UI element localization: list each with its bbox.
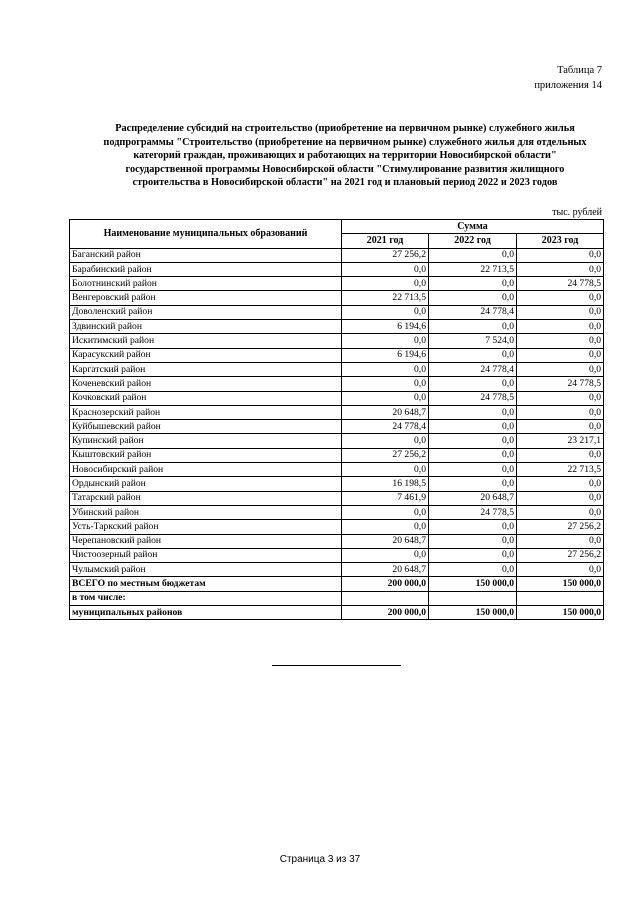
value-2023-cell: 0,0 <box>517 534 604 548</box>
value-2021-cell: 0,0 <box>342 463 429 477</box>
value-2023-cell: 0,0 <box>517 291 604 305</box>
title-line: подпрограммы "Строительство (приобретение на первичном рынке) служебного жилья для отдельных <box>103 136 587 148</box>
units-label: тыс. рублей <box>552 207 602 218</box>
value-2022-cell: 0,0 <box>429 434 517 448</box>
page-number: Страница 3 из 37 <box>279 854 361 865</box>
table-row <box>70 405 604 419</box>
sum-column-header: Сумма <box>342 220 604 234</box>
value-2022-cell: 22 713,5 <box>429 262 517 276</box>
district-name-cell: Чулымский район <box>70 563 342 577</box>
value-2021-cell: 6 194,6 <box>342 320 429 334</box>
value-2021-cell: 0,0 <box>342 520 429 534</box>
value-2022-cell: 0,0 <box>429 477 517 491</box>
district-name-cell: Купинский район <box>70 434 342 448</box>
empty-cell <box>429 591 517 605</box>
value-2023-cell: 22 713,5 <box>517 463 604 477</box>
year-header-2023: 2023 год <box>517 234 604 248</box>
district-name-cell: Усть-Таркский район <box>70 520 342 534</box>
value-2022-cell: 7 524,0 <box>429 334 517 348</box>
value-2023-cell: 24 778,5 <box>517 377 604 391</box>
value-2022-cell: 24 778,5 <box>429 391 517 405</box>
table-row <box>70 362 604 376</box>
value-2021-cell: 0,0 <box>342 362 429 376</box>
value-2021-cell: 20 648,7 <box>342 405 429 419</box>
district-name-cell: Здвинский район <box>70 320 342 334</box>
value-2023-cell: 0,0 <box>517 362 604 376</box>
value-2023-cell: 0,0 <box>517 477 604 491</box>
table-row <box>70 348 604 362</box>
title-line: строительства в Новосибирской области" на 2021 год и плановый период 2022 и 2023 годов <box>132 177 558 189</box>
district-name-cell: Краснозерский район <box>70 405 342 419</box>
table-row <box>70 291 604 305</box>
value-2022-cell: 150 000,0 <box>429 577 517 591</box>
value-2023-cell: 0,0 <box>517 505 604 519</box>
value-2021-cell: 0,0 <box>342 377 429 391</box>
district-name-cell: Коченевский район <box>70 377 342 391</box>
value-2023-cell: 0,0 <box>517 405 604 419</box>
table-row <box>70 606 604 620</box>
value-2021-cell: 0,0 <box>342 391 429 405</box>
district-name-cell: Чистоозерный район <box>70 548 342 562</box>
district-name-cell: Кочковский район <box>70 391 342 405</box>
table-row <box>70 548 604 562</box>
table-row <box>70 248 604 262</box>
table-row <box>70 320 604 334</box>
value-2023-cell: 0,0 <box>517 491 604 505</box>
value-2022-cell: 0,0 <box>429 534 517 548</box>
value-2022-cell: 0,0 <box>429 520 517 534</box>
table-row <box>70 591 604 605</box>
value-2021-cell: 200 000,0 <box>342 577 429 591</box>
title-line: категорий граждан, проживающих и работающих на территории Новосибирской области" <box>133 150 557 162</box>
table-row <box>70 577 604 591</box>
value-2023-cell: 0,0 <box>517 348 604 362</box>
value-2023-cell: 27 256,2 <box>517 520 604 534</box>
table-row <box>70 463 604 477</box>
value-2022-cell: 150 000,0 <box>429 606 517 620</box>
value-2021-cell: 16 198,5 <box>342 477 429 491</box>
value-2023-cell: 0,0 <box>517 262 604 276</box>
district-name-cell: Карасукский район <box>70 348 342 362</box>
value-2021-cell: 0,0 <box>342 277 429 291</box>
table-row <box>70 534 604 548</box>
value-2022-cell: 24 778,4 <box>429 305 517 319</box>
including-label-cell: в том числе: <box>70 591 342 605</box>
district-name-cell: Доволенский район <box>70 305 342 319</box>
title-line: Распределение субсидий на строительство (приобретение на первичном рынке) служебного жилья <box>115 123 575 134</box>
value-2023-cell: 0,0 <box>517 248 604 262</box>
value-2022-cell: 0,0 <box>429 348 517 362</box>
district-name-cell: Убинский район <box>70 505 342 519</box>
value-2021-cell: 6 194,6 <box>342 348 429 362</box>
district-name-cell: муниципальных районов <box>70 606 342 620</box>
table-row <box>70 477 604 491</box>
district-name-cell: Болотнинский район <box>70 277 342 291</box>
value-2021-cell: 0,0 <box>342 434 429 448</box>
value-2021-cell: 7 461,9 <box>342 491 429 505</box>
value-2022-cell: 0,0 <box>429 405 517 419</box>
subsidy-table <box>69 219 604 620</box>
value-2023-cell: 27 256,2 <box>517 548 604 562</box>
year-header-2022: 2022 год <box>429 234 517 248</box>
value-2023-cell: 0,0 <box>517 420 604 434</box>
value-2023-cell: 150 000,0 <box>517 577 604 591</box>
table-row <box>70 491 604 505</box>
value-2021-cell: 20 648,7 <box>342 563 429 577</box>
table-row <box>70 420 604 434</box>
table-row <box>70 448 604 462</box>
value-2022-cell: 24 778,4 <box>429 362 517 376</box>
title-line: государственной программы Новосибирской области "Стимулирование развития жилищного <box>125 163 565 175</box>
value-2022-cell: 0,0 <box>429 448 517 462</box>
value-2022-cell: 0,0 <box>429 463 517 477</box>
district-name-cell: Кыштовский район <box>70 448 342 462</box>
table-row <box>70 391 604 405</box>
value-2023-cell: 150 000,0 <box>517 606 604 620</box>
value-2023-cell: 0,0 <box>517 448 604 462</box>
value-2022-cell: 0,0 <box>429 277 517 291</box>
value-2021-cell: 24 778,4 <box>342 420 429 434</box>
table-row <box>70 334 604 348</box>
value-2022-cell: 0,0 <box>429 320 517 334</box>
district-name-cell: Черепановский район <box>70 534 342 548</box>
value-2021-cell: 27 256,2 <box>342 248 429 262</box>
separator-line <box>272 665 401 666</box>
value-2021-cell: 0,0 <box>342 334 429 348</box>
value-2021-cell: 0,0 <box>342 262 429 276</box>
value-2023-cell: 24 778,5 <box>517 277 604 291</box>
value-2021-cell: 0,0 <box>342 548 429 562</box>
table-row <box>70 305 604 319</box>
value-2022-cell: 0,0 <box>429 377 517 391</box>
value-2023-cell: 0,0 <box>517 320 604 334</box>
name-column-header: Наименование муниципальных образований <box>70 220 342 249</box>
table-number-label: Таблица 7 <box>557 65 602 76</box>
appendix-label: приложения 14 <box>534 80 602 91</box>
value-2022-cell: 0,0 <box>429 563 517 577</box>
district-name-cell: Татарский район <box>70 491 342 505</box>
value-2022-cell: 20 648,7 <box>429 491 517 505</box>
year-header-2021: 2021 год <box>342 234 429 248</box>
table-row <box>70 377 604 391</box>
value-2022-cell: 0,0 <box>429 420 517 434</box>
table-row <box>70 520 604 534</box>
district-name-cell: Куйбышевский район <box>70 420 342 434</box>
district-name-cell: Искитимский район <box>70 334 342 348</box>
empty-cell <box>517 591 604 605</box>
value-2023-cell: 0,0 <box>517 391 604 405</box>
value-2023-cell: 0,0 <box>517 305 604 319</box>
value-2021-cell: 20 648,7 <box>342 534 429 548</box>
district-name-cell: Баганский район <box>70 248 342 262</box>
table-row <box>70 277 604 291</box>
value-2022-cell: 0,0 <box>429 248 517 262</box>
value-2021-cell: 22 713,5 <box>342 291 429 305</box>
empty-cell <box>342 591 429 605</box>
value-2023-cell: 0,0 <box>517 334 604 348</box>
table-row <box>70 563 604 577</box>
value-2022-cell: 0,0 <box>429 548 517 562</box>
document-title <box>75 122 615 190</box>
table-row <box>70 505 604 519</box>
value-2023-cell: 0,0 <box>517 563 604 577</box>
district-name-cell: Венгеровский район <box>70 291 342 305</box>
table-row <box>70 434 604 448</box>
value-2023-cell: 23 217,1 <box>517 434 604 448</box>
value-2022-cell: 24 778,5 <box>429 505 517 519</box>
value-2021-cell: 0,0 <box>342 505 429 519</box>
value-2022-cell: 0,0 <box>429 291 517 305</box>
value-2021-cell: 27 256,2 <box>342 448 429 462</box>
district-name-cell: Ордынский район <box>70 477 342 491</box>
district-name-cell: Каргатский район <box>70 362 342 376</box>
value-2021-cell: 0,0 <box>342 305 429 319</box>
district-name-cell: Новосибирский район <box>70 463 342 477</box>
district-name-cell: ВСЕГО по местным бюджетам <box>70 577 342 591</box>
district-name-cell: Барабинский район <box>70 262 342 276</box>
table-row <box>70 262 604 276</box>
value-2021-cell: 200 000,0 <box>342 606 429 620</box>
